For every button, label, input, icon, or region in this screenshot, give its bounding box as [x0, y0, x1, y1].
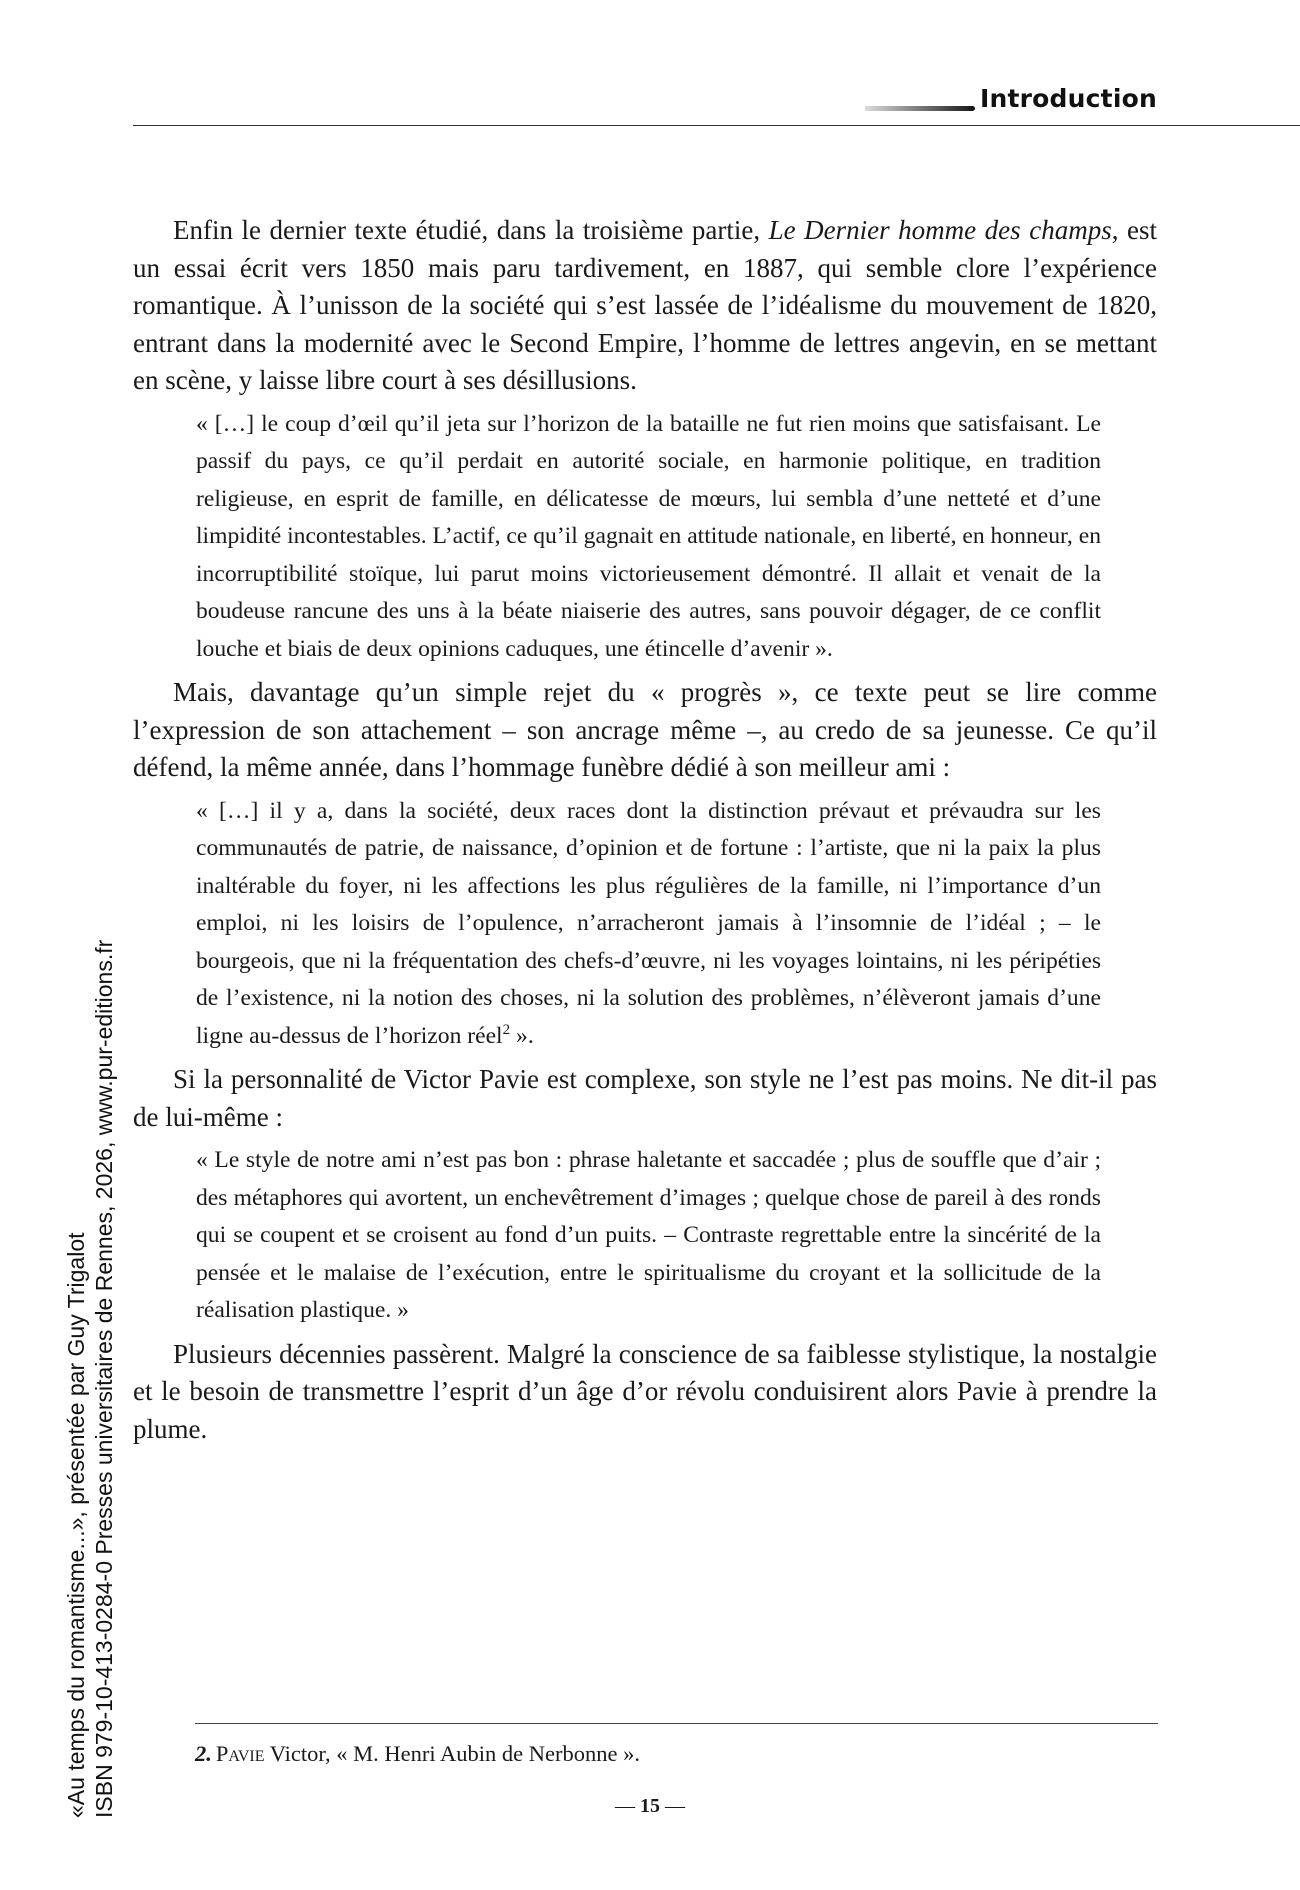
- block-quote-3: « Le style de notre ami n’est pas bon : phrase haletante et saccadée ; plus de souffle que d’air ; des métaphores qui avortent, un enchevêtrement d’images ; quelque chose de pareil à des ronds qui se coupent et se croisent au fond d’un puits. – Contraste regrettable entre la sincérité de la pensée et le malaise de l’exécution, entre le spiritualisme du croyant et la sollicitude de la réalisation plastique. »: [196, 1147, 1101, 1323]
- paragraph-4: Plusieurs décennies passèrent. Malgré la conscience de sa faiblesse stylistique, la nostalgie et le besoin de transmettre l’esprit d’un âge d’or révolu conduisirent alors Pavie à prendre la plume.: [133, 1338, 1157, 1444]
- paragraph-3: Si la personnalité de Victor Pavie est complexe, son style ne l’est pas moins. Ne dit-il pas de lui-même :: [133, 1064, 1157, 1132]
- paragraph-1: [133, 212, 1157, 400]
- header-ornament: [865, 106, 975, 111]
- side-note-line-1: «Au temps du romantisme...», présentée par Guy Trigalot: [63, 1232, 89, 1818]
- footnote-rule: [195, 1723, 1158, 1724]
- paragraph-1-text-a: Enfin le dernier texte étudié, dans la troisième partie,: [173, 215, 769, 245]
- page-number-dash-left: —: [615, 1795, 635, 1817]
- block-quote-1: « […] le coup d’œil qu’il jeta sur l’horizon de la bataille ne fut rien moins que satisfaisant. Le passif du pays, ce qu’il perdait en autorité sociale, en harmonie politique, en tradition religieuse, en esprit de famille, en délicatesse de mœurs, lui sembla d’une netteté et d’une limpidité incontestables. L’actif, ce qu’il gagnait en attitude nationale, en liberté, en honneur, en incorruptibilité stoïque, lui parut moins victorieusement démontré. Il allait et venait de la boudeuse rancune des uns à la béate niaiserie des autres, sans pouvoir dégager, de ce conflit louche et biais de deux opinions caduques, une étincelle d’avenir ».: [196, 410, 1101, 662]
- block-quote-2: [196, 793, 1101, 1056]
- footnote: [195, 1738, 1158, 1770]
- block-quote-2-end: ».: [510, 1022, 534, 1049]
- running-head: Introduction: [980, 84, 1157, 113]
- paragraph-1-text-b: , est un essai écrit vers 1850 mais paru tardivement, en 1887, qui semble clore l’expérience romantique. À l’unisson de la société qui s’est lassée de l’idéalisme du mouvement de 1820, entrant dans la modernité avec le Second Empire, l’homme de lettres angevin, en se mettant en scène, y laisse libre court à ses désillusions.: [133, 215, 1157, 395]
- footnote-number: 2.: [195, 1741, 212, 1766]
- footnote-author: Pavie: [215, 1741, 265, 1766]
- header-rule: [133, 125, 1300, 126]
- footnote-reference[interactable]: 2: [502, 1021, 511, 1038]
- page-number-value: 15: [640, 1795, 660, 1817]
- block-quote-2-text: « […] il y a, dans la société, deux races dont la distinction prévaut et prévaudra sur les communautés de patrie, de naissance, d’opinion et de fortune : l’artiste, que ni la paix la plus inaltérable du foyer, ni les affections les plus régulières de la famille, ni l’importance d’un emploi, ni les loisirs de l’opulence, n’arracheront jamais à l’insomnie de l’idéal ; – le bourgeois, que ni la fréquentation des chefs-d’œuvre, ni les voyages lointains, ni les péripéties de l’existence, ni la notion des choses, ni la solution des problèmes, n’élèveront jamais d’une ligne au-dessus de l’horizon réel: [196, 797, 1101, 1049]
- work-title: Le Dernier homme des champs: [768, 215, 1112, 245]
- page-number-dash-right: —: [665, 1795, 685, 1817]
- page-number: [600, 1795, 700, 1818]
- side-copyright-note: [62, 818, 142, 1818]
- main-text: [133, 212, 1157, 1454]
- side-note-line-2: ISBN 979-10-413-0284-0 Presses universitaires de Rennes, 2026, www.pur-editions.fr: [91, 939, 117, 1818]
- paragraph-2: Mais, davantage qu’un simple rejet du « progrès », ce texte peut se lire comme l’expression de son attachement – son ancrage même –, au credo de sa jeunesse. Ce qu’il défend, la même année, dans l’hommage funèbre dédié à son meilleur ami :: [133, 677, 1157, 782]
- footnote-text: Victor, « M. Henri Aubin de Nerbonne ».: [264, 1741, 640, 1766]
